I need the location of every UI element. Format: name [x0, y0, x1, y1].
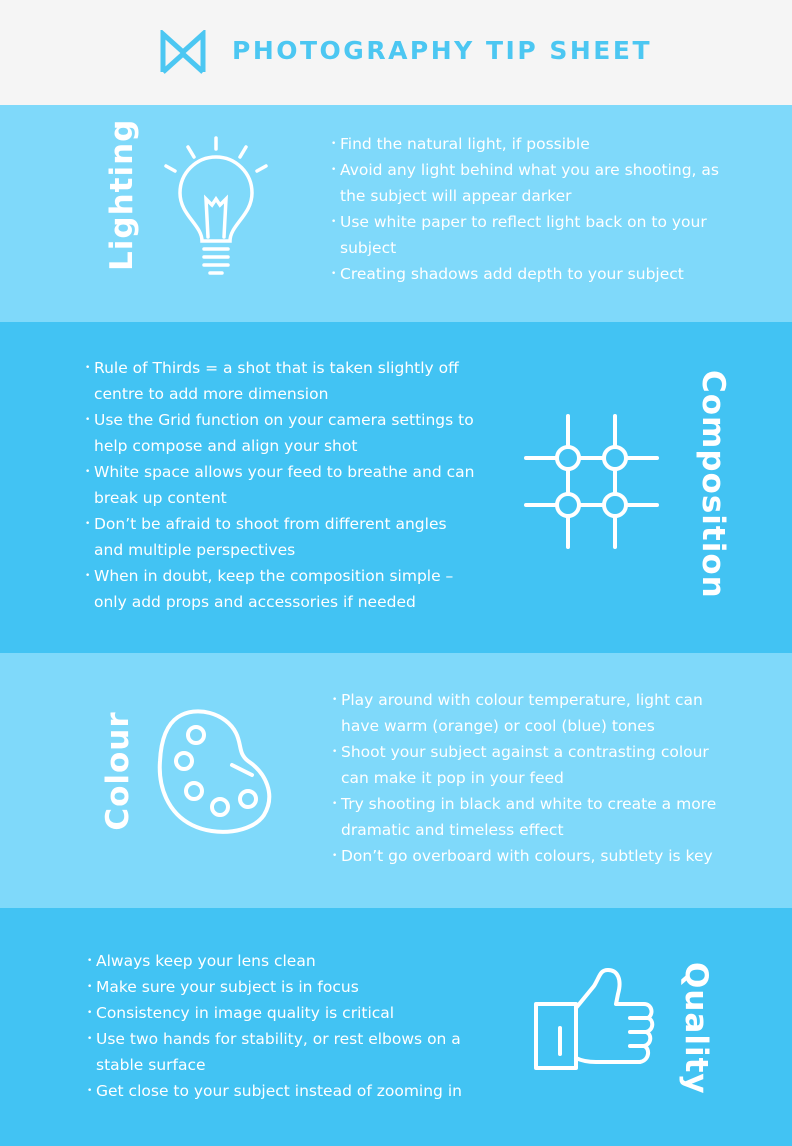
list-item: • Make sure your subject is in focus: [87, 974, 487, 1000]
palette-icon: [156, 707, 276, 837]
list-item: • Always keep your lens clean: [87, 948, 487, 974]
list-item: • Play around with colour temperature, light can have warm (orange) or cool (blue) tones: [332, 687, 732, 739]
list-item: • Get close to your subject instead of zooming in: [87, 1078, 487, 1104]
list-item: • Don’t be afraid to shoot from different angles and multiple perspectives: [85, 511, 475, 563]
section-label-composition: Composition: [695, 370, 731, 599]
list-item: • Use two hands for stability, or rest elbows on a stable surface: [87, 1026, 487, 1078]
section-lighting: [0, 105, 792, 322]
lightbulb-icon: [158, 133, 278, 283]
section-label-quality: Quality: [678, 962, 714, 1095]
grid-icon: [522, 412, 662, 552]
list-item: • Consistency in image quality is critical: [87, 1000, 487, 1026]
header: [0, 0, 792, 105]
tips-list-colour: [332, 687, 732, 869]
section-colour: [0, 653, 792, 908]
list-item: • When in doubt, keep the composition simple – only add props and accessories if needed: [85, 563, 475, 615]
list-item: • Creating shadows add depth to your subject: [331, 261, 721, 287]
list-item: • Shoot your subject against a contrasting colour can make it pop in your feed: [332, 739, 732, 791]
list-item: • Use white paper to reflect light back on to your subject: [331, 209, 721, 261]
tips-list-lighting: [331, 131, 721, 287]
mm-logo-icon: [160, 30, 206, 76]
list-item: • Use the Grid function on your camera settings to help compose and align your shot: [85, 407, 475, 459]
tips-list-composition: [85, 355, 475, 615]
list-item: • Try shooting in black and white to create a more dramatic and timeless effect: [332, 791, 732, 843]
tips-list-quality: [87, 948, 487, 1104]
section-composition: [0, 322, 792, 653]
list-item: • Don’t go overboard with colours, subtlety is key: [332, 843, 732, 869]
list-item: • Find the natural light, if possible: [331, 131, 721, 157]
section-label-colour: Colour: [100, 711, 136, 831]
section-label-lighting: Lighting: [104, 118, 140, 271]
section-quality: [0, 908, 792, 1146]
thumbs-up-icon: [530, 966, 660, 1076]
list-item: • Avoid any light behind what you are shooting, as the subject will appear darker: [331, 157, 721, 209]
list-item: • Rule of Thirds = a shot that is taken slightly off centre to add more dimension: [85, 355, 475, 407]
list-item: • White space allows your feed to breathe and can break up content: [85, 459, 475, 511]
page-title: PHOTOGRAPHY TIP SHEET: [232, 36, 652, 65]
